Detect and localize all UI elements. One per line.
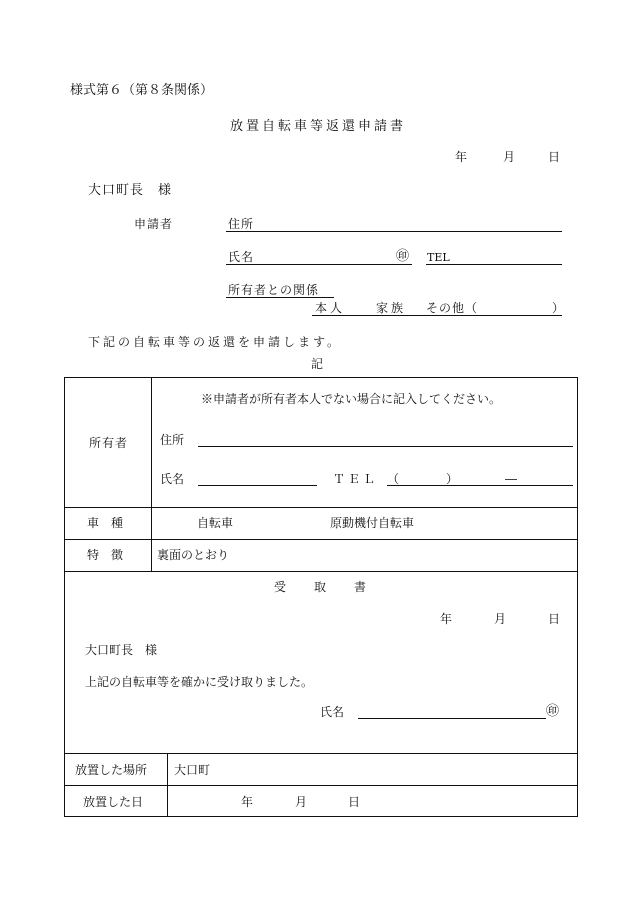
relation-other[interactable]: その他（	[426, 301, 479, 315]
owner-label: 所有者	[89, 436, 129, 450]
relation-family[interactable]: 家族	[376, 301, 407, 315]
ki-label: 記	[311, 357, 324, 371]
applicant-label: 申請者	[134, 217, 174, 231]
applicant-tel-label: TEL	[427, 251, 450, 264]
relation-other-field[interactable]	[312, 315, 562, 316]
owner-tel-label: ＴＥＬ	[333, 472, 379, 486]
owner-tel-open: （	[387, 472, 400, 486]
applicant-address-field[interactable]	[226, 231, 562, 232]
receipt-statement: 上記の自転車等を確かに受け取りました。	[85, 675, 314, 689]
date-month: 月	[503, 150, 516, 164]
receipt-title: 受 取 書	[274, 580, 375, 594]
receipt-date-year: 年	[440, 612, 453, 626]
vehicle-type-moped[interactable]: 原動機付自転車	[330, 516, 415, 530]
page-title: 放置自転車等返還申請書	[230, 119, 407, 134]
addressee: 大口町長 様	[88, 183, 173, 198]
vehicle-type-bicycle[interactable]: 自転車	[197, 516, 234, 530]
form-number: 様式第６（第８条関係）	[70, 83, 214, 98]
relation-self[interactable]: 本人	[315, 301, 346, 315]
receipt-name-label: 氏名	[320, 705, 345, 719]
place-label: 放置した場所	[75, 763, 148, 777]
seal-icon: ㊞	[396, 249, 410, 264]
receipt-seal-icon: ㊞	[546, 704, 560, 719]
details-table	[64, 377, 578, 817]
vehicle-type-label: 車 種	[87, 516, 124, 530]
applicant-name-field[interactable]	[226, 264, 412, 265]
day-month: 月	[295, 795, 308, 809]
receipt-date-month: 月	[494, 612, 507, 626]
owner-tel-field[interactable]	[387, 485, 573, 486]
relation-other-close: ）	[552, 301, 565, 315]
owner-name-label: 氏名	[160, 472, 185, 486]
receipt-date-day: 日	[548, 612, 561, 626]
owner-address-field[interactable]	[198, 446, 573, 447]
features-value: 裏面のとおり	[157, 548, 230, 562]
owner-tel-dash: ―	[505, 472, 517, 486]
place-value: 大口町	[174, 763, 211, 777]
features-label: 特 徴	[87, 548, 124, 562]
applicant-name-label: 氏名	[228, 250, 255, 264]
date-day: 日	[548, 150, 561, 164]
date-year: 年	[455, 150, 468, 164]
applicant-address-label: 住所	[228, 217, 255, 231]
day-label: 放置した日	[83, 795, 144, 809]
owner-address-label: 住所	[160, 433, 185, 447]
applicant-relation-underline	[226, 297, 334, 298]
owner-note: ※申請者が所有者本人でない場合に記入してください。	[201, 392, 502, 406]
receipt-addressee: 大口町長 様	[85, 643, 158, 657]
applicant-tel-field[interactable]	[426, 264, 562, 265]
owner-tel-close: ）	[446, 472, 459, 486]
owner-name-field[interactable]	[198, 485, 317, 486]
applicant-relation-label: 所有者との関係	[228, 283, 320, 297]
request-statement: 下記の自転車等の返還を申請します。	[88, 335, 343, 349]
receipt-name-field[interactable]	[358, 718, 546, 719]
day-day: 日	[348, 795, 361, 809]
day-year: 年	[241, 795, 254, 809]
